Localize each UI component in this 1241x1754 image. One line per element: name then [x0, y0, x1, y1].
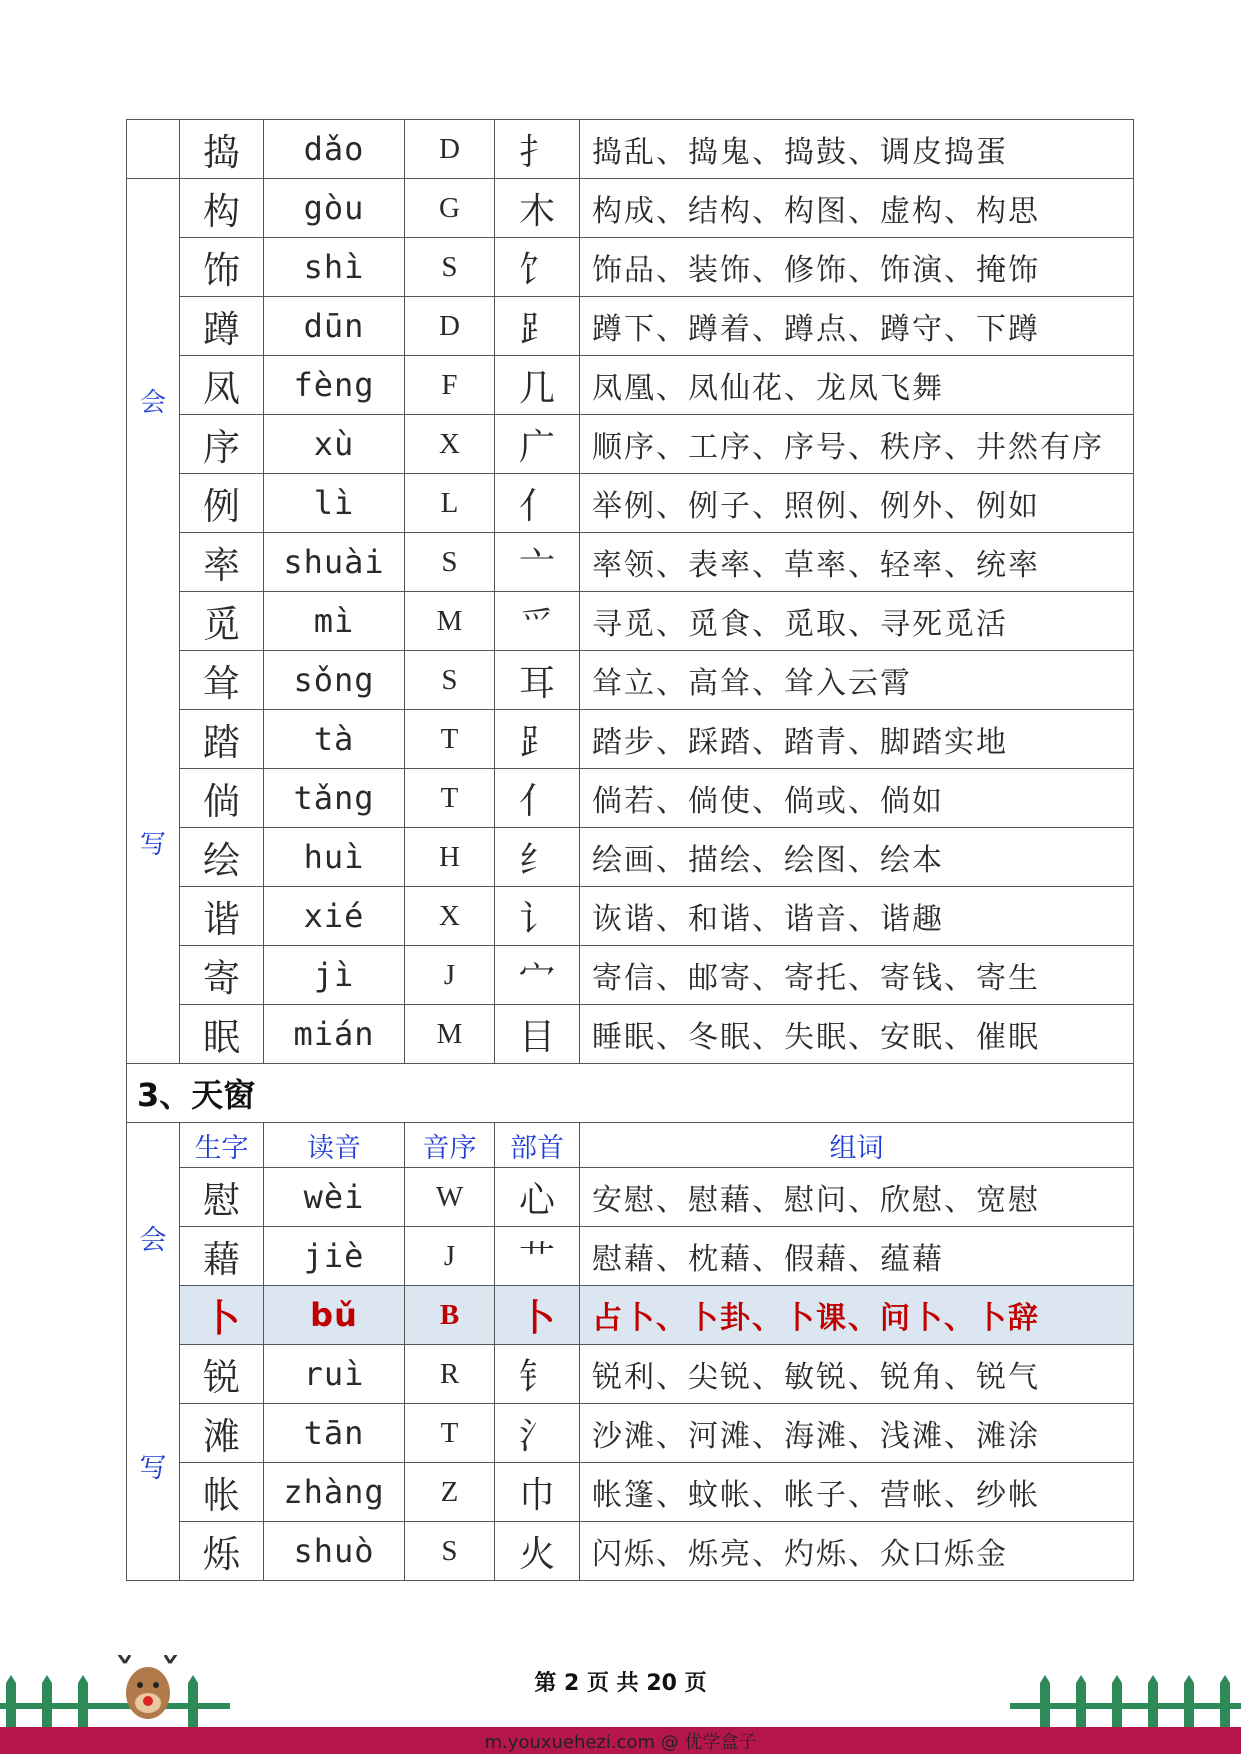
- table-row: [127, 1005, 1134, 1064]
- words-cell: 耸立、高耸、耸入云霄: [580, 651, 1134, 710]
- letter-cell: B: [405, 1286, 495, 1345]
- char-cell: 踏: [180, 710, 264, 769]
- pinyin-cell: tān: [264, 1404, 405, 1463]
- letter-cell: Z: [405, 1463, 495, 1522]
- table-row: [127, 946, 1134, 1005]
- pinyin-cell: sǒng: [264, 651, 405, 710]
- radical-cell: 扌: [495, 120, 580, 179]
- header-words: 组词: [580, 1123, 1134, 1168]
- pinyin-cell: bǔ: [264, 1286, 405, 1345]
- char-cell: 序: [180, 415, 264, 474]
- radical-cell: 纟: [495, 828, 580, 887]
- words-cell: 倘若、倘使、倘或、倘如: [580, 769, 1134, 828]
- radical-cell: 氵: [495, 1404, 580, 1463]
- pinyin-cell: shuò: [264, 1522, 405, 1581]
- pinyin-cell: xié: [264, 887, 405, 946]
- table-header-row: [127, 1123, 1134, 1168]
- words-cell: 锐利、尖锐、敏锐、锐角、锐气: [580, 1345, 1134, 1404]
- section-title-row: [127, 1064, 1134, 1123]
- table-row: [127, 1463, 1134, 1522]
- radical-cell: 亻: [495, 474, 580, 533]
- table-row: [127, 474, 1134, 533]
- char-cell: 锐: [180, 1345, 264, 1404]
- pinyin-cell: dǎo: [264, 120, 405, 179]
- letter-cell: J: [405, 946, 495, 1005]
- pinyin-cell: tà: [264, 710, 405, 769]
- radical-cell: 木: [495, 179, 580, 238]
- table-row: [127, 592, 1134, 651]
- table-row: [127, 415, 1134, 474]
- words-cell: 饰品、装饰、修饰、饰演、掩饰: [580, 238, 1134, 297]
- section-side-label: [127, 1123, 180, 1581]
- words-cell: 寄信、邮寄、寄托、寄钱、寄生: [580, 946, 1134, 1005]
- radical-cell: 广: [495, 415, 580, 474]
- letter-cell: T: [405, 1404, 495, 1463]
- table-row: [127, 533, 1134, 592]
- radical-cell: 讠: [495, 887, 580, 946]
- letter-cell: L: [405, 474, 495, 533]
- pinyin-cell: xù: [264, 415, 405, 474]
- table-row: [127, 238, 1134, 297]
- pinyin-cell: wèi: [264, 1168, 405, 1227]
- vocab-table: [126, 119, 1134, 1581]
- radical-cell: 艹: [495, 1227, 580, 1286]
- pinyin-cell: huì: [264, 828, 405, 887]
- side-label-xie: 写: [139, 829, 166, 860]
- radical-cell: 宀: [495, 946, 580, 1005]
- radical-cell: 亻: [495, 769, 580, 828]
- radical-cell: 亠: [495, 533, 580, 592]
- letter-cell: X: [405, 415, 495, 474]
- radical-cell: 卜: [495, 1286, 580, 1345]
- table-row: [127, 179, 1134, 238]
- table-row: [127, 1227, 1134, 1286]
- char-cell: 藉: [180, 1227, 264, 1286]
- radical-cell: 心: [495, 1168, 580, 1227]
- words-cell: 蹲下、蹲着、蹲点、蹲守、下蹲: [580, 297, 1134, 356]
- letter-cell: S: [405, 1522, 495, 1581]
- table-row: [127, 769, 1134, 828]
- letter-cell: M: [405, 1005, 495, 1064]
- char-cell: 绘: [180, 828, 264, 887]
- words-cell: 诙谐、和谐、谐音、谐趣: [580, 887, 1134, 946]
- char-cell: 率: [180, 533, 264, 592]
- words-cell: 闪烁、烁亮、灼烁、众口烁金: [580, 1522, 1134, 1581]
- section-title: 3、天窗: [127, 1064, 1134, 1123]
- char-cell: 寄: [180, 946, 264, 1005]
- table-row: [127, 120, 1134, 179]
- letter-cell: F: [405, 356, 495, 415]
- letter-cell: S: [405, 533, 495, 592]
- page-number: 第 2 页 共 20 页: [534, 1671, 707, 1696]
- radical-cell: 火: [495, 1522, 580, 1581]
- table-row: [127, 651, 1134, 710]
- char-cell: 眠: [180, 1005, 264, 1064]
- table-row: [127, 1522, 1134, 1581]
- header-radical: 部首: [495, 1123, 580, 1168]
- words-cell: 顺序、工序、序号、秩序、井然有序: [580, 415, 1134, 474]
- table-row: [127, 828, 1134, 887]
- char-cell: 倘: [180, 769, 264, 828]
- table-row: [127, 356, 1134, 415]
- radical-cell: 耳: [495, 651, 580, 710]
- footer-url: m.youxuehezi.com @ 优学盒子: [484, 1732, 757, 1753]
- char-cell: 谐: [180, 887, 264, 946]
- words-cell: 构成、结构、构图、虚构、构思: [580, 179, 1134, 238]
- pinyin-cell: jiè: [264, 1227, 405, 1286]
- radical-cell: ⻊: [495, 297, 580, 356]
- char-cell: 例: [180, 474, 264, 533]
- words-cell: 占卜、卜卦、卜课、问卜、卜辞: [580, 1286, 1134, 1345]
- pinyin-cell: shuài: [264, 533, 405, 592]
- pinyin-cell: fèng: [264, 356, 405, 415]
- char-cell: 耸: [180, 651, 264, 710]
- side-label-hui: 会: [139, 1224, 167, 1256]
- radical-cell: ⻊: [495, 710, 580, 769]
- letter-cell: G: [405, 179, 495, 238]
- letter-cell: R: [405, 1345, 495, 1404]
- radical-cell: 钅: [495, 1345, 580, 1404]
- words-cell: 绘画、描绘、绘图、绘本: [580, 828, 1134, 887]
- pinyin-cell: tǎng: [264, 769, 405, 828]
- radical-cell: 几: [495, 356, 580, 415]
- char-cell: 捣: [180, 120, 264, 179]
- radical-cell: 爫: [495, 592, 580, 651]
- radical-cell: 饣: [495, 238, 580, 297]
- letter-cell: H: [405, 828, 495, 887]
- table-row: [127, 1168, 1134, 1227]
- table-row: [127, 1286, 1134, 1345]
- letter-cell: D: [405, 120, 495, 179]
- words-cell: 凤凰、凤仙花、龙凤飞舞: [580, 356, 1134, 415]
- pinyin-cell: ruì: [264, 1345, 405, 1404]
- table-row: [127, 887, 1134, 946]
- section-side-label: [127, 179, 180, 1064]
- table-row: [127, 297, 1134, 356]
- char-cell: 烁: [180, 1522, 264, 1581]
- letter-cell: J: [405, 1227, 495, 1286]
- words-cell: 寻觅、觅食、觅取、寻死觅活: [580, 592, 1134, 651]
- char-cell: 饰: [180, 238, 264, 297]
- pinyin-cell: gòu: [264, 179, 405, 238]
- char-cell: 慰: [180, 1168, 264, 1227]
- table-row: [127, 1404, 1134, 1463]
- letter-cell: T: [405, 769, 495, 828]
- letter-cell: D: [405, 297, 495, 356]
- pinyin-cell: mián: [264, 1005, 405, 1064]
- side-label-hui: 会: [139, 387, 166, 418]
- pinyin-cell: mì: [264, 592, 405, 651]
- header-letter: 音序: [405, 1123, 495, 1168]
- header-char: 生字: [180, 1123, 264, 1168]
- pinyin-cell: shì: [264, 238, 405, 297]
- char-cell: 觅: [180, 592, 264, 651]
- char-cell: 蹲: [180, 297, 264, 356]
- char-cell: 卜: [180, 1286, 264, 1345]
- letter-cell: X: [405, 887, 495, 946]
- words-cell: 捣乱、捣鬼、捣鼓、调皮捣蛋: [580, 120, 1134, 179]
- words-cell: 举例、例子、照例、例外、例如: [580, 474, 1134, 533]
- letter-cell: W: [405, 1168, 495, 1227]
- words-cell: 踏步、踩踏、踏青、脚踏实地: [580, 710, 1134, 769]
- radical-cell: 巾: [495, 1463, 580, 1522]
- radical-cell: 目: [495, 1005, 580, 1064]
- header-pinyin: 读音: [264, 1123, 405, 1168]
- words-cell: 睡眠、冬眠、失眠、安眠、催眠: [580, 1005, 1134, 1064]
- pinyin-cell: dūn: [264, 297, 405, 356]
- words-cell: 沙滩、河滩、海滩、浅滩、滩涂: [580, 1404, 1134, 1463]
- letter-cell: S: [405, 651, 495, 710]
- char-cell: 帐: [180, 1463, 264, 1522]
- letter-cell: M: [405, 592, 495, 651]
- char-cell: 构: [180, 179, 264, 238]
- words-cell: 率领、表率、草率、轻率、统率: [580, 533, 1134, 592]
- table-row: [127, 710, 1134, 769]
- table-row: [127, 1345, 1134, 1404]
- words-cell: 安慰、慰藉、慰问、欣慰、宽慰: [580, 1168, 1134, 1227]
- side-label-xie: 写: [139, 1453, 167, 1485]
- pinyin-cell: lì: [264, 474, 405, 533]
- letter-cell: S: [405, 238, 495, 297]
- pinyin-cell: jì: [264, 946, 405, 1005]
- words-cell: 慰藉、枕藉、假藉、蕴藉: [580, 1227, 1134, 1286]
- letter-cell: T: [405, 710, 495, 769]
- char-cell: 滩: [180, 1404, 264, 1463]
- char-cell: 凤: [180, 356, 264, 415]
- pinyin-cell: zhàng: [264, 1463, 405, 1522]
- empty-side-cell: [127, 120, 180, 179]
- words-cell: 帐篷、蚊帐、帐子、营帐、纱帐: [580, 1463, 1134, 1522]
